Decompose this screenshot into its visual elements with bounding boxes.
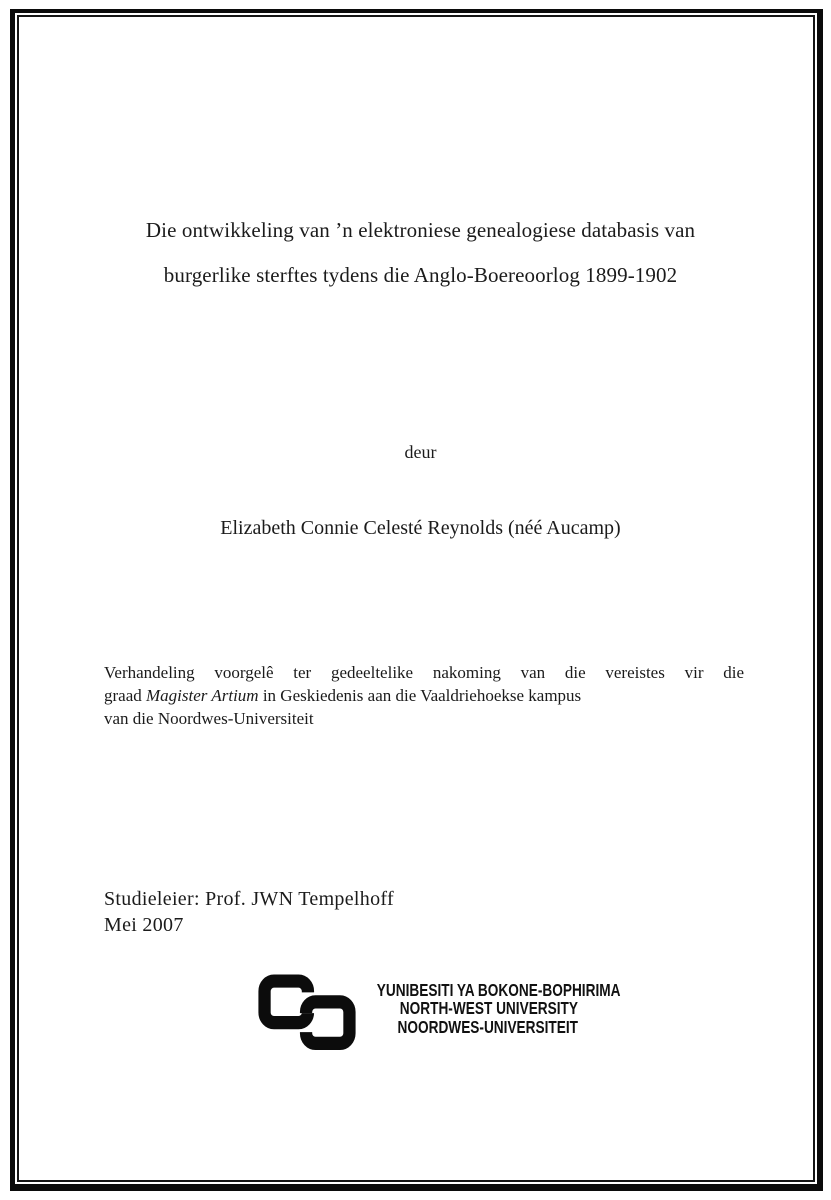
submission-statement-line1: Verhandeling voorgelê ter gedeeltelike nakoming van die vereistes vir die [104, 663, 744, 682]
supervisor-block [104, 887, 394, 938]
nwu-logo-icon [257, 973, 357, 1052]
degree-name-italic: Magister Artium [146, 686, 259, 705]
logo-name-setswana: YUNIBESITI YA BOKONE-BOPHIRIMA [376, 980, 621, 1000]
submission-statement-line3: van die Noordwes-Universiteit [104, 709, 314, 728]
statement-line2-suffix: in Geskiedenis aan die Vaaldriehoekse kampus [258, 686, 582, 705]
university-logo [257, 973, 621, 1055]
submission-statement-line2 [104, 684, 744, 707]
date-line: Mei 2007 [104, 913, 184, 936]
supervisor-line: Studieleier: Prof. JWN Tempelhoff [104, 888, 394, 910]
thesis-title-line1: Die ontwikkeling van ’n elektroniese genealogiese databasis van [145, 218, 696, 242]
author-name: Elizabeth Connie Celesté Reynolds (néé Aucamp) [220, 517, 621, 539]
university-logo-text [376, 980, 621, 1037]
thesis-title-line2: burgerlike sterftes tydens die Anglo-Boereoorlog 1899-1902 [163, 263, 678, 287]
logo-name-english: NORTH-WEST UNIVERSITY [399, 998, 578, 1019]
thesis-title [10, 208, 831, 298]
logo-name-afrikaans: NOORDWES-UNIVERSITEIT [397, 1016, 578, 1037]
statement-line2-prefix: graad [104, 686, 147, 705]
byline-deur: deur [404, 442, 437, 462]
submission-statement [104, 661, 744, 730]
